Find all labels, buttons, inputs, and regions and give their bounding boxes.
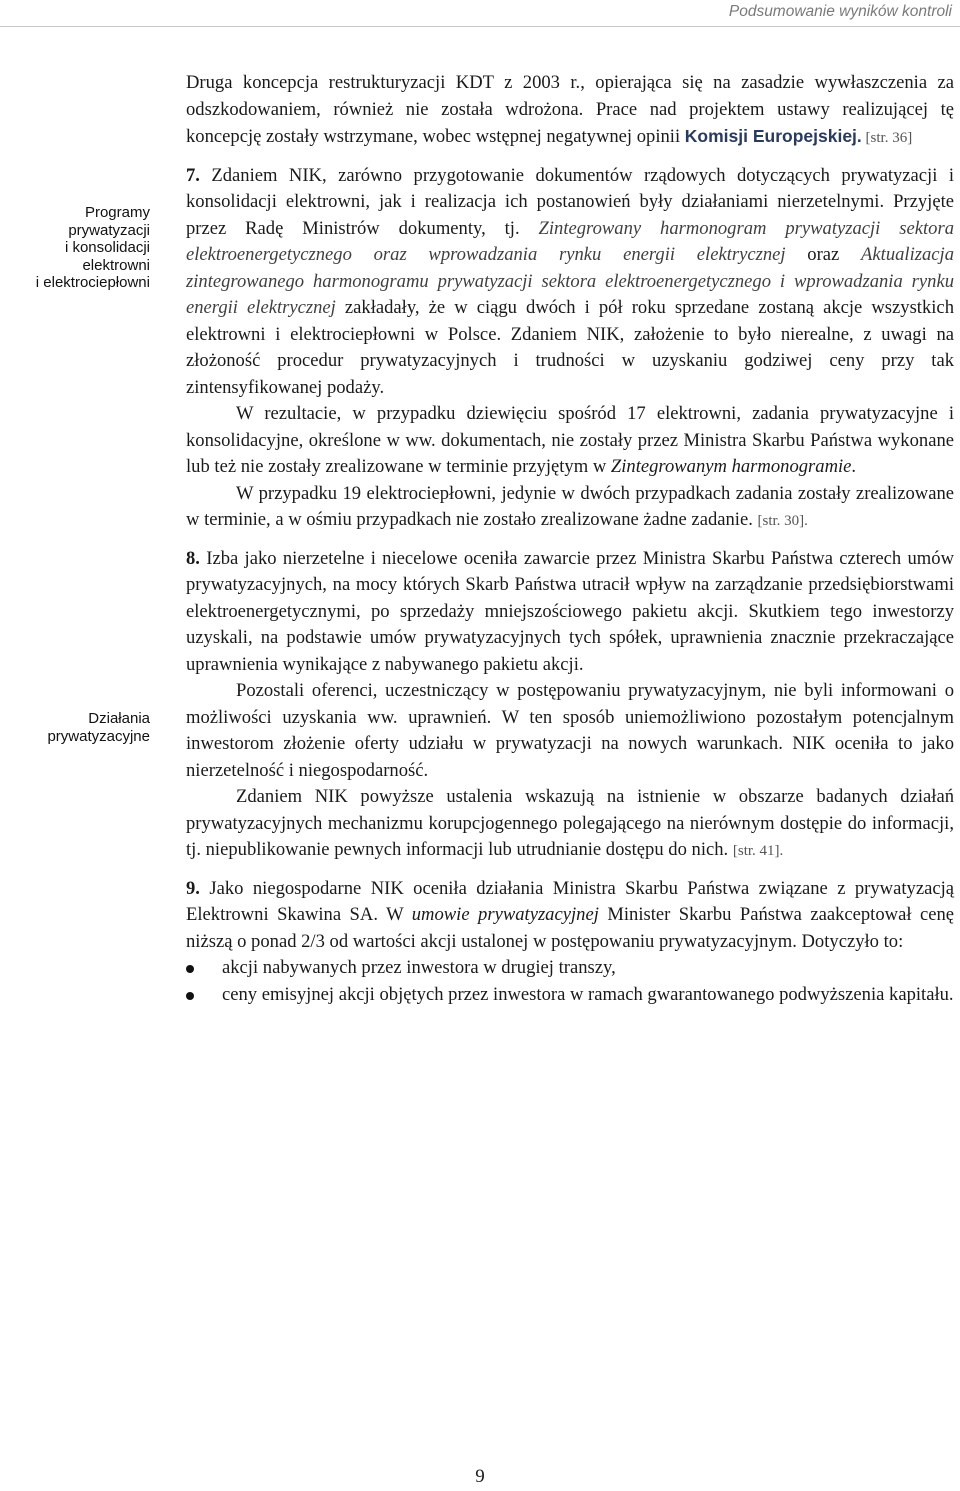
page-number: 9 (475, 1466, 485, 1487)
header-title: Podsumowanie wyników kontroli (728, 3, 952, 20)
document-title: Aktualizacja zintegrowanego harmonogramu prywatyzacji sektora elektroenergetycznego i wprowadzania rynku energii elektrycznej (186, 244, 954, 318)
page-header (0, 0, 960, 28)
list-item: ceny emisyjnej akcji objętych przez inwestora w ramach gwarantowanego podwyższenia kapitału. (186, 982, 954, 1009)
point-number: 7. (186, 164, 200, 186)
sidebar-line: Działania (88, 710, 150, 727)
bullet-list (186, 955, 954, 1008)
point-number: 8. (186, 547, 200, 569)
point-8: 8. Izba jako nierzetelne i niecelowe oceniła zawarcie przez Ministra Skarbu Państwa czterech umów prywatyzacyjnych, na mocy których Skarb Państwa utracił wpływ na zarządzanie przedsiębiorstwami elektroenergetycznymi, po sprzedaży mniejszościowego pakietu akcji. Skutkiem tego inwestorzy uzyskali, na podstawie umów prywatyzacyjnych tych spółek, uprawnienia znacznie przekraczające uprawnienia wynikające z nabywanego pakietu akcji. (186, 547, 954, 675)
sidebar-line: elektrowni (82, 256, 150, 274)
bullet-icon (186, 965, 194, 973)
point-7-paragraph-2: W rezultacie, w przypadku dziewięciu spośród 17 elektrowni, zadania prywatyzacyjne i konsolidacyjne, określone w ww. dokumentach, nie zostały przez Ministra Skarbu Państwa wykonane lub też nie zostały zrealizowane w terminie przyjętym w Zintegrowanym harmonogramie. (186, 403, 954, 477)
page-reference: [str. 30]. (757, 513, 808, 529)
point-8-paragraph-2: Pozostali oferenci, uczestniczący w postępowaniu prywatyzacyjnym, nie byli informowani o możliwości uzyskania ww. uprawnień. W ten sposób uniemożliwiono pozostałym potencjalnym inwestorom złożenie oferty udziału w prywatyzacji na nowych warunkach. NIK oceniła to jako nierzetelność i niegospodarność. (186, 680, 954, 781)
document-title: Zintegrowany harmonogram prywatyzacji sektora elektroenergetycznego oraz wprowadzania rynku energii elektrycznej (186, 217, 954, 265)
point-number: 9. (186, 877, 200, 899)
point-9: 9. Jako niegospodarne NIK oceniła działania Ministra Skarbu Państwa związane z prywatyzacją Elektrowni Skawina SA. W umowie prywatyzacyjnej Minister Skarbu Państwa zaakceptował cenę niższą o ponad 2/3 od wartości akcji ustalonej w postępowaniu prywatyzacyjnym. Dotyczyło to: (186, 877, 954, 952)
point-8-paragraph-3: Zdaniem NIK powyższe ustalenia wskazują na istnienie w obszarze badanych działań prywatyzacyjnych mechanizmu korupcjogennego polegającego na nierównym dostępie do informacji, tj. niepublikowanie pewnych informacji lub utrudnianie dostępu do nich. [str. 41]. (186, 786, 954, 860)
sidebar-line: Programy (84, 204, 150, 221)
intro-paragraph: Druga koncepcja restrukturyzacji KDT z 2003 r., opierająca się na zasadzie wywłaszczenia za odszkodowaniem, również nie została wdrożona. Prace nad projektem ustawy realizującej tę koncepcję zostały wstrzymane, wobec wstępnej negatywnej opinii Komisji Europejskiej. [str. 36] (186, 72, 954, 147)
sidebar-section-actions (0, 710, 150, 745)
header-rule (0, 26, 960, 27)
list-item: akcji nabywanych przez inwestora w drugiej transzy, (186, 955, 954, 982)
page-reference: [str. 36] (861, 130, 913, 146)
bullet-icon (186, 992, 194, 1000)
sidebar-line: i elektrociepłowni (35, 274, 150, 291)
page-reference: [str. 41]. (732, 843, 784, 859)
sidebar-line: prywatyzacyjne (47, 727, 150, 745)
main-text (186, 70, 954, 1008)
point-7-paragraph-3: W przypadku 19 elektrociepłowni, jedynie w dwóch przypadkach zadania zostały zrealizowane w terminie, a w ośmiu przypadkach nie zostało zrealizowane żadne zadanie. [str. 30]. (186, 482, 954, 530)
sidebar-line: prywatyzacji (68, 221, 150, 239)
sidebar-section-programs (0, 204, 150, 292)
point-7: 7. Zdaniem NIK, zarówno przygotowanie dokumentów rządowych dotyczących prywatyzacji i konsolidacji elektrowni, jak i realizacja ich postanowień były działaniami nierzetelnymi. Przyjęte przez Radę Ministrów dokumenty, tj. Zintegrowany harmonogram prywatyzacji sektora elektroenergetycznego oraz wprowadzania rynku energii elektrycznej oraz Aktualizacja zintegrowanego harmonogramu prywatyzacji sektora elektroenergetycznego i wprowadzania rynku energii elektrycznej zakładały, że w ciągu dwóch i pół roku sprzedane zostaną akcje wszystkich elektrowni i elektrociepłowni w Polsce. Zdaniem NIK, założenie to było nierealne, z uwagi na złożoność procedur prywatyzacyjnych i trudności w uzyskaniu godziwej ceny przy tak zintensyfikowanej podaży. (186, 164, 954, 398)
sidebar-line: i konsolidacji (64, 239, 150, 256)
term-commission: Komisji Europejskiej. (684, 126, 862, 146)
